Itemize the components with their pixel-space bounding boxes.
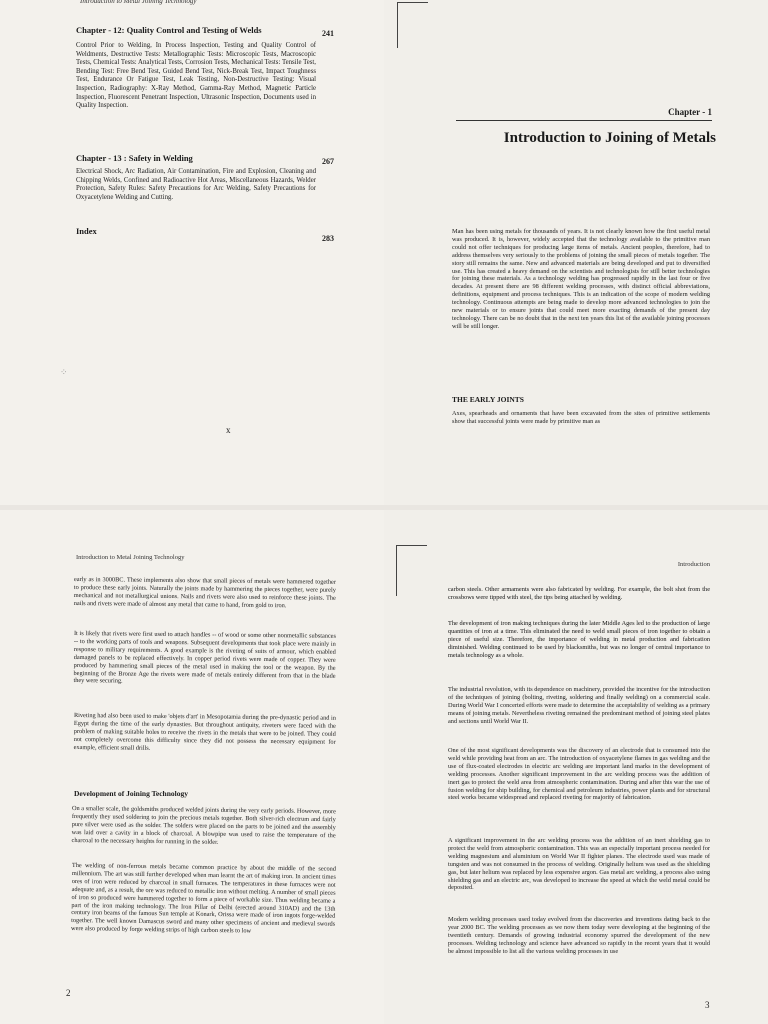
- toc-chapter-13-topics: Electrical Shock, Arc Radiation, Air Contamination, Fire and Explosion, Cleaning and Chipping Welds, Confined and Radioactive Hot Areas, Miscellaneous Hazards, Welder Protection, Safety Rules: Safety Precautions for Arc Welding, Safety Precautions for Oxyacetylene Welding and Cutting.: [76, 168, 316, 201]
- toc-chapter-13-page: 267: [322, 157, 334, 166]
- paragraph-5: A significant improvement in the arc welding process was the addition of an inert shielding gas to protect the weld from atmospheric contamination. This was an especially important process needed for welding magnesium and aluminium on World War II fighter planes. The electrode used was made of tungsten and was not consumed in the process of welding. Originally helium was used as the shielding gas, but later helium was replaced by less expensive argon. Gas metal arc welding, a process also using shielding gas and an electric arc, was developed to increase the speed at which the weld metal could be deposited.: [448, 837, 710, 892]
- paragraph-4: One of the most significant developments was the discovery of an electrode that is consumed into the weld while providing heat from an arc. The introduction of oxyacetylene flames in gas welding and the use of flux-coated electrodes in electric arc welding are important land marks in the development of welding processes. Another significant improvement in the arc welding process was the addition of inert gas to protect the weld area from atmospheric contamination. During and after this war the use of fusion welding for ship building, for chemical and petroleum industries, power plants and for structural steel works became widespread and replaced riveting for majority of fabrication.: [448, 747, 710, 802]
- paragraph-3: Riveting had also been used to make 'objets d'art' in Mesopotamia during the pre-dynastic period and in Egypt during the time of the early dynasties. But throughout antiquity, riveters were faced with the problem of making suitable holes to receive the rivets in the metals that were to be joined. They could not completely overcome this difficulty since they did not possess the necessary equipment for example, efficient small drills.: [73, 712, 336, 752]
- paragraph-1: early as in 3000BC. These implements also show that small pieces of metals were hammered together to produce these early joints. Naturally the joints made by hammering the pieces together, were purely mechanical and not metallurgical unions. Nails and rivets were also used to reinforce these joints. The nails and rivets were made of almost any metal that came to hand, from gold to iron.: [73, 576, 336, 609]
- paragraph-5: The welding of non-ferrous metals became common practice by about the middle of the second millennium. The art was still further developed when man learnt the art of making iron. In ancient times ores of iron were reduced by charcoal in small furnaces. The temperatures in these furnaces were not adequate and, as a result, the ore was reduced to metallic iron without melting. A number of small pieces of iron so produced were hammered together to form a piece of workable size. Thus welding became a part of the iron making technology. The Iron Pillar of Delhi (erected around 310AD) and the 13th century iron beams of the famous Sun temple at Konark, Orissa were made of iron ingots forge-welded together. The well known Damascus sword and many other specimens of ancient and medieval swords were also produced by forge welding strips of high carbon steels to low: [71, 862, 336, 935]
- crop-mark: [396, 545, 427, 596]
- running-header: Introduction: [677, 561, 710, 568]
- paragraph-1: carbon steels. Other armaments were also fabricated by welding. For example, the bolt shot from the crossbows were tipped with steel, the tips being attached by welding.: [448, 586, 710, 601]
- section-paragraph: Axes, spearheads and ornaments that have been excavated from the sites of primitive settlements show that successful joints were made by primitive man as: [452, 410, 710, 425]
- page-number: 3: [705, 1000, 710, 1010]
- toc-chapter-12-title: Chapter - 12: Quality Control and Testing of Welds: [76, 25, 262, 35]
- toc-chapter-12-page: 241: [322, 29, 334, 38]
- paragraph-6: Modern welding processes used today evolved from the discoveries and inventions dating back to the year 2000 BC. The welding processes as we now them today were developing at the beginning of the twentieth century. Demands of growing industrial economy spurred the development of the new processes. Welding technology and science have advanced so rapidly in the recent years that it would be almost impossible to list all the various welding processes in use: [448, 916, 710, 955]
- toc-index-page: 283: [322, 234, 334, 243]
- toc-index-title: Index: [76, 226, 97, 236]
- page-number: 2: [66, 988, 71, 998]
- section-heading: Development of Joining Technology: [74, 789, 188, 798]
- toc-chapter-12-topics: Control Prior to Welding, In Process Inspection, Testing and Quality Control of Weldments, Destructive Tests: Metallographic Tests: Microscopic Tests, Macroscopic Tests, Chemical Tests: Analytical Tests, Corrosion Tests, Mechanical Tests: Tensile Test, Bending Test: Free Bend Test, Guided Bend Test, Nick-Break Test, Impact Toughness Test, Endurance Or Fatigue Test, Leak Testing, Non-Destructive Testing: Visual Inspection, Radiography: X-Ray Method, Gamma-Ray Method, Magnetic Particle Inspection, Fluorescent Penetrant Inspection, Ultrasonic Inspection, Documents used in Quality Inspection.: [76, 42, 316, 110]
- chapter-1-opening-page: [384, 0, 768, 505]
- paragraph-4: On a smaller scale, the goldsmiths produced welded joints during the very early periods. However, more frequently they used soldering to join the precious metals together. Both silver-rich electrum and fairly pure silver were used as the solder. The solders were placed on the parts to be joined and the assembly was laid over a cavity in a block of charcoal. A blowpipe was used to raise the temperature of the charcoal to the necessary heights for running in the solder.: [71, 805, 336, 846]
- running-header: Introduction to Metal Joining Technology: [80, 0, 197, 5]
- paragraph-2: It is likely that rivets were first used to attach handles -- of wood or some other nonmetallic substances -- to the working parts of tools and weapons. Subsequent developments that took place were mainly in response to military requirements. A good example is the riveting of suits of armour, which enabled damaged panels to be replaced effectively. In copper period rivets were made of copper. They were produced by hammering small pieces of the metal used in making the tool or the weapon. By the beginning of the Bronze Age the rivets were made of metals entirely different from that in the blade they were securing.: [73, 630, 336, 685]
- chapter-rule: [456, 120, 712, 121]
- crop-mark: [397, 2, 428, 48]
- scan-smudge: ⁘: [60, 367, 68, 377]
- chapter-label: Chapter - 1: [668, 107, 712, 117]
- toc-chapter-13-title: Chapter - 13 : Safety in Welding: [76, 153, 193, 163]
- paragraph-2: The development of iron making techniques during the later Middle Ages led to the production of large quantities of iron at a time. This eliminated the need to weld small pieces of iron together to obtain a piece of useful size. Therefore, the importance of welding in metal production and fabrication diminished. Welding continued to be used by blacksmiths, but was no longer of central importance to metals technology as a whole.: [448, 620, 710, 659]
- running-header: Introduction to Metal Joining Technology: [76, 554, 185, 561]
- chapter-title: Introduction to Joining of Metals: [503, 130, 716, 146]
- page-3: [384, 510, 768, 1024]
- section-heading: THE EARLY JOINTS: [452, 395, 524, 404]
- contents-page: [0, 0, 384, 505]
- paragraph-3: The industrial revolution, with its dependence on machinery, provided the incentive for the introduction of the techniques of joining (bolting, riveting, soldering and finally welding) on a commercial scale. During World War I concerted efforts were made to determine the acceptability of welding as a primary means of joining metals. Nevertheless riveting remained the predominant method of joining steel plates and sections until World War II.: [448, 686, 710, 725]
- intro-paragraph: Man has been using metals for thousands of years. It is not clearly known how the first useful metal was produced. It is, however, widely accepted that the technology available to the primitive man could not offer techniques for producing large items of metals. Ancient peoples, therefore, had to address themselves very seriously to the problems of joining the small pieces of metals together. The story still remains the same. New and advanced materials are being developed and put to diversified use. This has created a heavy demand on the scientists and technologists for still better technologies for joining these materials. As a technology welding has progressed rapidly in the last four or five decades. At present there are 98 different welding processes, with distinct official abbreviations, definitions, equipment and process techniques. This is an indication of the scope of modern welding technology. Continuous attempts are being made to develop more advanced technologies to join the new materials or to ensure joints that could meet more exacting demands of the present day technology. There can be no doubt that in the next ten years this list of the available joining processes will be still longer.: [452, 228, 710, 330]
- page-number: x: [226, 425, 231, 435]
- page-2: [0, 510, 384, 1024]
